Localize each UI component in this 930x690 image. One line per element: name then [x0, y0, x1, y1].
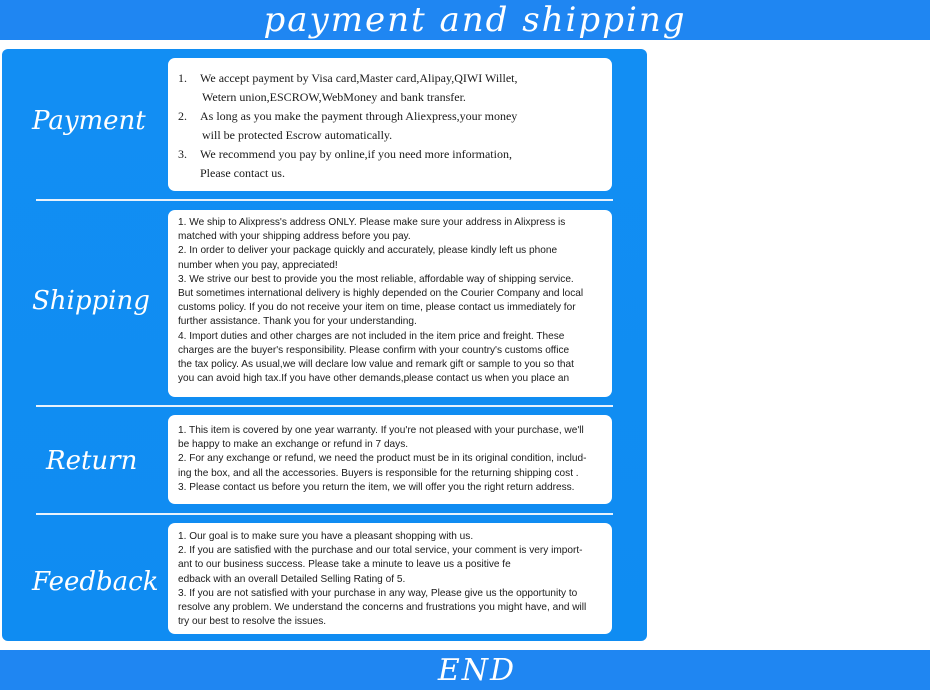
payment-line	[178, 107, 602, 126]
shipping-line: But sometimes international delivery is highly depended on the Courier Company and local	[178, 288, 584, 300]
feedback-line: ant to our business success. Please take a minute to leave us a positive fe	[178, 559, 511, 571]
feedback-line: 3. If you are not satisfied with your purchase in any way, Please give us the opportunity to	[178, 587, 578, 599]
feedback-line: try our best to resolve the issues.	[178, 616, 327, 628]
shipping-line: 4. Import duties and other charges are not included in the item price and freight. These	[178, 330, 565, 342]
payment-line-num: 3.	[178, 147, 187, 161]
payment-line-text: We recommend you pay by online,if you need more information,	[200, 147, 512, 161]
payment-line-text: As long as you make the payment through Aliexpress,your money	[200, 109, 518, 123]
bottom-banner	[0, 650, 930, 690]
shipping-card	[168, 210, 612, 397]
shipping-line: matched with your shipping address before you pay.	[178, 231, 411, 243]
shipping-line: customs policy. If you do not receive your item on time, please contact us immediately for	[178, 302, 576, 314]
shipping-line: charges are the buyer's responsibility. Please confirm with your country's customs office	[178, 344, 570, 356]
end-label: END	[437, 652, 517, 688]
shipping-line: 1. We ship to Alixpress's address ONLY. Please make sure your address in Alixpress is	[178, 217, 566, 228]
feedback-line: edback with an overall Detailed Selling Rating of 5.	[178, 573, 406, 585]
payment-line-num: 2.	[178, 109, 187, 123]
policy-panel	[2, 49, 647, 641]
feedback-card	[168, 523, 612, 634]
payment-label: Payment	[32, 106, 146, 136]
feedback-label: Feedback	[32, 567, 159, 597]
feedback-line: 1. Our goal is to make sure you have a pleasant shopping with us.	[178, 531, 474, 542]
return-line: 1. This item is covered by one year warranty. If you're not pleased with your purchase, we'll	[178, 425, 584, 436]
return-label: Return	[46, 446, 138, 476]
payment-line-text: Please contact us.	[200, 166, 285, 180]
shipping-line: 2. In order to deliver your package quickly and accurately, please kindly left us phone	[178, 245, 558, 257]
section-divider	[36, 405, 613, 407]
payment-line	[178, 88, 602, 107]
payment-line	[178, 164, 602, 183]
payment-line-num: 1.	[178, 71, 187, 85]
shipping-line: you can avoid high tax.If you have other demands,please contact us when you place an	[178, 373, 570, 385]
payment-line	[178, 126, 602, 145]
top-banner	[0, 0, 930, 40]
return-line: 3. Please contact us before you return the item, we will offer you the right return address.	[178, 481, 575, 493]
payment-card	[168, 58, 612, 191]
page-title: payment and shipping	[263, 0, 687, 40]
shipping-line: number when you pay, appreciated!	[178, 259, 338, 271]
section-divider	[36, 199, 613, 201]
section-divider	[36, 513, 613, 515]
feedback-line: resolve any problem. We understand the concerns and frustrations you might have, and will	[178, 602, 587, 614]
shipping-label: Shipping	[32, 286, 150, 316]
shipping-line: further assistance. Thank you for your understanding.	[178, 316, 417, 328]
return-line: be happy to make an exchange or refund in 7 days.	[178, 439, 409, 451]
shipping-line: the tax policy. As usual,we will declare low value and remark gift or sample to you so that	[178, 359, 574, 371]
payment-line	[178, 69, 602, 88]
payment-line-text: will be protected Escrow automatically.	[202, 128, 393, 142]
payment-line	[178, 145, 602, 164]
shipping-line: 3. We strive our best to provide you the most reliable, affordable way of shipping service.	[178, 273, 574, 285]
feedback-line: 2. If you are satisfied with the purchase and our total service, your comment is very import-	[178, 545, 583, 557]
payment-line-text: Wetern union,ESCROW,WebMoney and bank transfer.	[202, 90, 466, 104]
return-card	[168, 415, 612, 504]
return-line: 2. For any exchange or refund, we need the product must be in its original condition, includ-	[178, 453, 587, 465]
return-line: ing the box, and all the accessories. Buyers is responsible for the returning shipping cost .	[178, 467, 579, 479]
payment-line-text: We accept payment by Visa card,Master card,Alipay,QIWI Willet,	[200, 71, 518, 85]
